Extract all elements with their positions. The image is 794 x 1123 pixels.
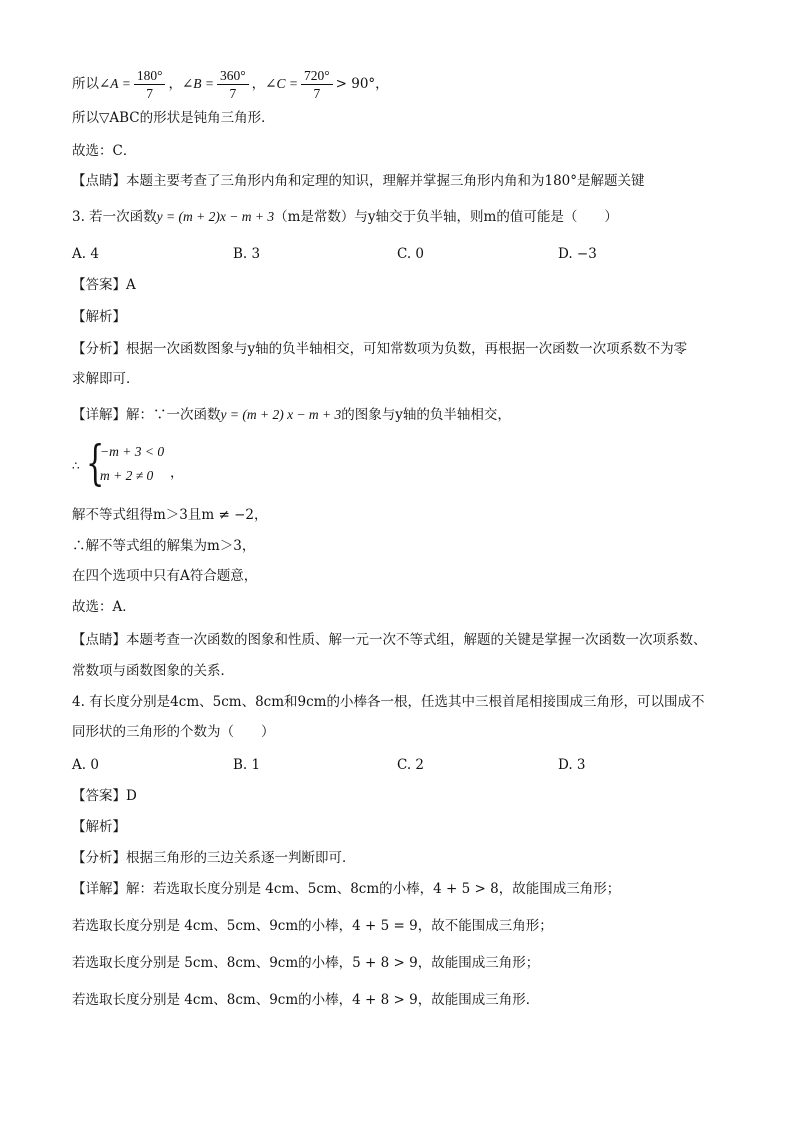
comment-text: 本题主要考查了三角形内角和定理的知识，理解并掌握三角形内角和为180°是解题关键 xyxy=(126,173,645,189)
q3-answer xyxy=(72,276,136,294)
angle-b-label: ∠B = xyxy=(181,76,215,91)
comment-tag: 【点睛】 xyxy=(72,173,126,189)
fraction-b-numerator: 360° xyxy=(217,67,249,85)
q4-option-a: A. 0 xyxy=(72,757,99,773)
answer-value: A xyxy=(126,277,136,293)
q3-stem-start: 3. 若一次函数 xyxy=(72,209,157,225)
q3-option-c: C. 0 xyxy=(397,246,425,262)
q4-option-b: B. 1 xyxy=(233,757,261,773)
fraction-a xyxy=(134,67,166,102)
therefore-symbol: ∴ xyxy=(72,459,80,473)
q3-step2: ∴解不等式组的解集为m＞3， xyxy=(72,538,256,554)
xiangjie-tag: 【详解】 xyxy=(72,881,126,897)
fenxi-tag: 【分析】 xyxy=(72,850,126,866)
q4-fenxi-line xyxy=(72,849,356,867)
fraction-c xyxy=(301,67,333,102)
system-row-2: m + 2 ≠ 0 xyxy=(100,468,154,483)
system-row-1: −m + 3 < 0 xyxy=(100,444,165,459)
q3-dianjing-line2: 常数项与函数图象的关系． xyxy=(72,663,234,679)
q4-xiangjie-line xyxy=(72,880,620,898)
answer-value: D xyxy=(126,788,137,804)
fenxi-text: 根据一次函数图象与y轴的负半轴相交，可知常数项为负数，再根据一次函数一次项系数不为零 xyxy=(126,341,688,357)
q3-fenxi-line1 xyxy=(72,340,687,358)
xiangjie-end: 的图象与y轴的负半轴相交， xyxy=(341,407,511,423)
q3-analysis-heading: 【解析】 xyxy=(72,309,126,325)
q4-case-4: 若选取长度分别是 4cm、8cm、9cm的小棒，4 + 8 > 9，故能围成三角形． xyxy=(72,992,540,1008)
q3-dianjing-line1 xyxy=(72,631,707,649)
q3-stem xyxy=(72,208,618,226)
angle-a-label: ∠A = xyxy=(99,76,131,91)
fraction-b-denominator: 7 xyxy=(229,86,237,101)
q4-case-2: 若选取长度分别是 4cm、5cm、9cm的小棒，4 + 5 = 9，故不能围成三角形； xyxy=(72,918,553,934)
xiangjie-formula: y = (m + 2) x − m + 3 xyxy=(220,407,342,422)
angle-values-line xyxy=(72,64,389,104)
dianjing-tag: 【点睛】 xyxy=(72,632,126,648)
answer-tag: 【答案】 xyxy=(72,277,126,293)
q3-stem-end: （m是常数）与y轴交于负半轴，则m的值可能是（ ） xyxy=(274,209,618,225)
fraction-a-denominator: 7 xyxy=(146,86,154,101)
fraction-c-denominator: 7 xyxy=(313,86,321,101)
system-comma: ， xyxy=(170,465,184,481)
answer-tag: 【答案】 xyxy=(72,788,126,804)
q4-answer xyxy=(72,787,137,805)
q4-stem-line1: 4. 有长度分别是4cm、5cm、8cm和9cm的小棒各一根，任选其中三根首尾相接围成三角形，可以围成不 xyxy=(72,694,705,710)
q3-option-b: B. 3 xyxy=(233,246,261,262)
q3-step4: 故选：A． xyxy=(72,599,136,615)
shape-conclusion: 所以▽ABC的形状是钝角三角形． xyxy=(72,110,275,126)
fraction-a-numerator: 180° xyxy=(134,67,166,85)
q4-option-c: C. 2 xyxy=(397,757,425,773)
comment-line xyxy=(72,172,645,190)
inequality-tail: > 90°， xyxy=(335,76,389,92)
q4-analysis-heading: 【解析】 xyxy=(72,819,126,835)
fenxi-tag: 【分析】 xyxy=(72,341,126,357)
q3-option-a: A. 4 xyxy=(72,246,99,262)
angle-c-label: ∠C = xyxy=(265,76,298,91)
choice-c-line: 故选：C． xyxy=(72,143,137,159)
q3-fenxi-line2: 求解即可． xyxy=(72,371,140,387)
q3-option-d: D. −3 xyxy=(558,246,597,262)
q3-step1: 解不等式组得m＞3且m ≠ −2， xyxy=(72,507,268,523)
separator: ， xyxy=(251,76,266,92)
xiangjie-start: 解：∵一次函数 xyxy=(126,407,221,423)
fraction-c-numerator: 720° xyxy=(301,67,333,85)
separator: ， xyxy=(168,76,182,92)
fenxi-text: 根据三角形的三边关系逐一判断即可． xyxy=(126,850,356,866)
fraction-b xyxy=(217,67,249,102)
q3-formula: y = (m + 2)x − m + 3 xyxy=(156,209,275,224)
text-prefix: 所以 xyxy=(72,76,99,92)
q4-stem-line2: 同形状的三角形的个数为（ ） xyxy=(72,724,275,740)
q4-case-3: 若选取长度分别是 5cm、8cm、9cm的小棒，5 + 8 > 9，故能围成三角形； xyxy=(72,955,540,971)
q3-step3: 在四个选项中只有A符合题意， xyxy=(72,568,258,584)
q3-xiangjie-line xyxy=(72,406,511,424)
q4-option-d: D. 3 xyxy=(558,757,586,773)
left-brace-icon: { xyxy=(86,435,105,491)
xiangjie-tag: 【详解】 xyxy=(72,407,126,423)
dianjing-text: 本题考查一次函数的图象和性质、解一元一次不等式组，解题的关键是掌握一次函数一次项系数、 xyxy=(126,632,707,648)
xiangjie-case-1: 解：若选取长度分别是 4cm、5cm、8cm的小棒，4 + 5 > 8，故能围成三角形； xyxy=(126,881,621,897)
